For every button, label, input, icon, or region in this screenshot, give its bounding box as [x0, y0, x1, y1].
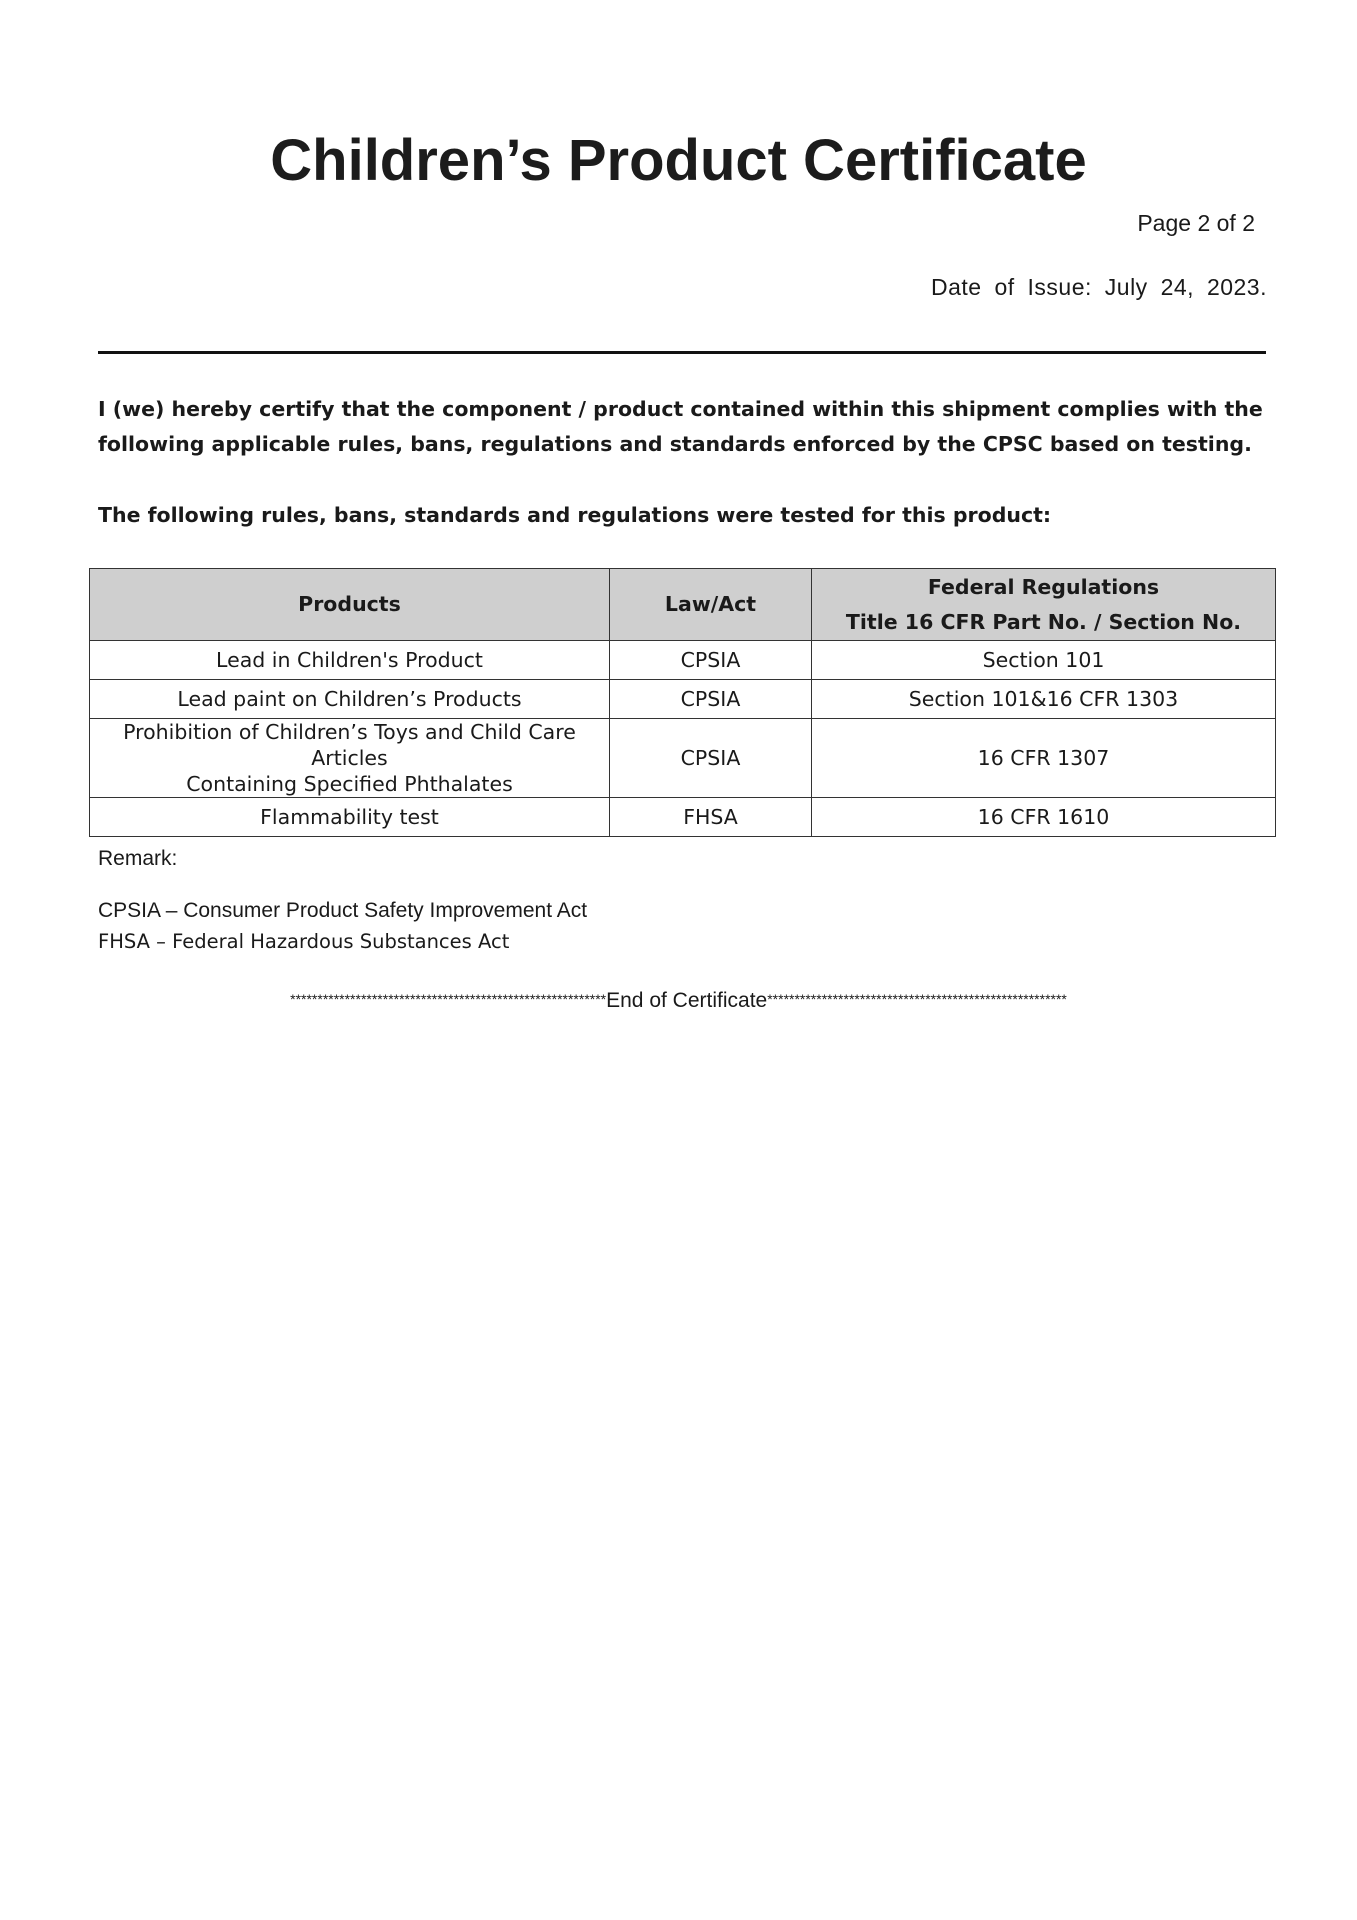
table-row	[90, 641, 1276, 680]
regulation-cell: Section 101&16 CFR 1303	[812, 680, 1276, 719]
regulation-cell: 16 CFR 1610	[812, 798, 1276, 837]
certification-statement: I (we) hereby certify that the component / product contained within this shipment complies with the following applicable rules, bans, regulations and standards enforced by the CPSC based on testing.	[98, 397, 1263, 456]
header-divider	[98, 351, 1266, 354]
certificate-title: Children’s Product Certificate	[270, 128, 1087, 193]
law-cell: CPSIA	[610, 719, 812, 798]
table-row	[90, 719, 1276, 798]
law-cell: FHSA	[610, 798, 812, 837]
product-cell-line2: Containing Specified Phthalates	[186, 772, 513, 796]
abbreviation-cpsia: CPSIA – Consumer Product Safety Improvement Act	[98, 899, 588, 922]
product-cell: Flammability test	[90, 798, 610, 837]
header-federal-regulations-line1: Federal Regulations	[927, 574, 1160, 599]
end-of-certificate	[0, 986, 1357, 1014]
abbreviation-fhsa: FHSA – Federal Hazardous Substances Act	[98, 930, 510, 953]
law-cell: CPSIA	[610, 680, 812, 719]
product-cell	[90, 719, 610, 798]
remark-label: Remark:	[98, 847, 178, 870]
law-cell: CPSIA	[610, 641, 812, 680]
header-federal-regulations	[812, 569, 1276, 641]
product-cell-line1: Prohibition of Children’s Toys and Child Care Articles	[123, 720, 576, 770]
table-header-row	[90, 569, 1276, 641]
issue-date: Date of Issue: July 24, 2023.	[930, 274, 1267, 300]
header-products: Products	[90, 569, 610, 641]
regulations-table	[89, 568, 1276, 837]
product-cell: Lead in Children's Product	[90, 641, 610, 680]
regulation-cell: Section 101	[812, 641, 1276, 680]
product-cell: Lead paint on Children’s Products	[90, 680, 610, 719]
tested-regulations-intro: The following rules, bans, standards and regulations were tested for this product:	[98, 503, 1052, 527]
table-row	[90, 798, 1276, 837]
end-stars-right: *******************************************************	[767, 991, 1067, 1007]
table-row	[90, 680, 1276, 719]
end-stars-left: **********************************************************	[290, 991, 607, 1007]
end-of-certificate-text: End of Certificate	[606, 989, 768, 1012]
header-law-act: Law/Act	[610, 569, 812, 641]
header-federal-regulations-line2: Title 16 CFR Part No. / Section No.	[845, 609, 1242, 634]
regulation-cell: 16 CFR 1307	[812, 719, 1276, 798]
page-number: Page 2 of 2	[1137, 210, 1255, 236]
